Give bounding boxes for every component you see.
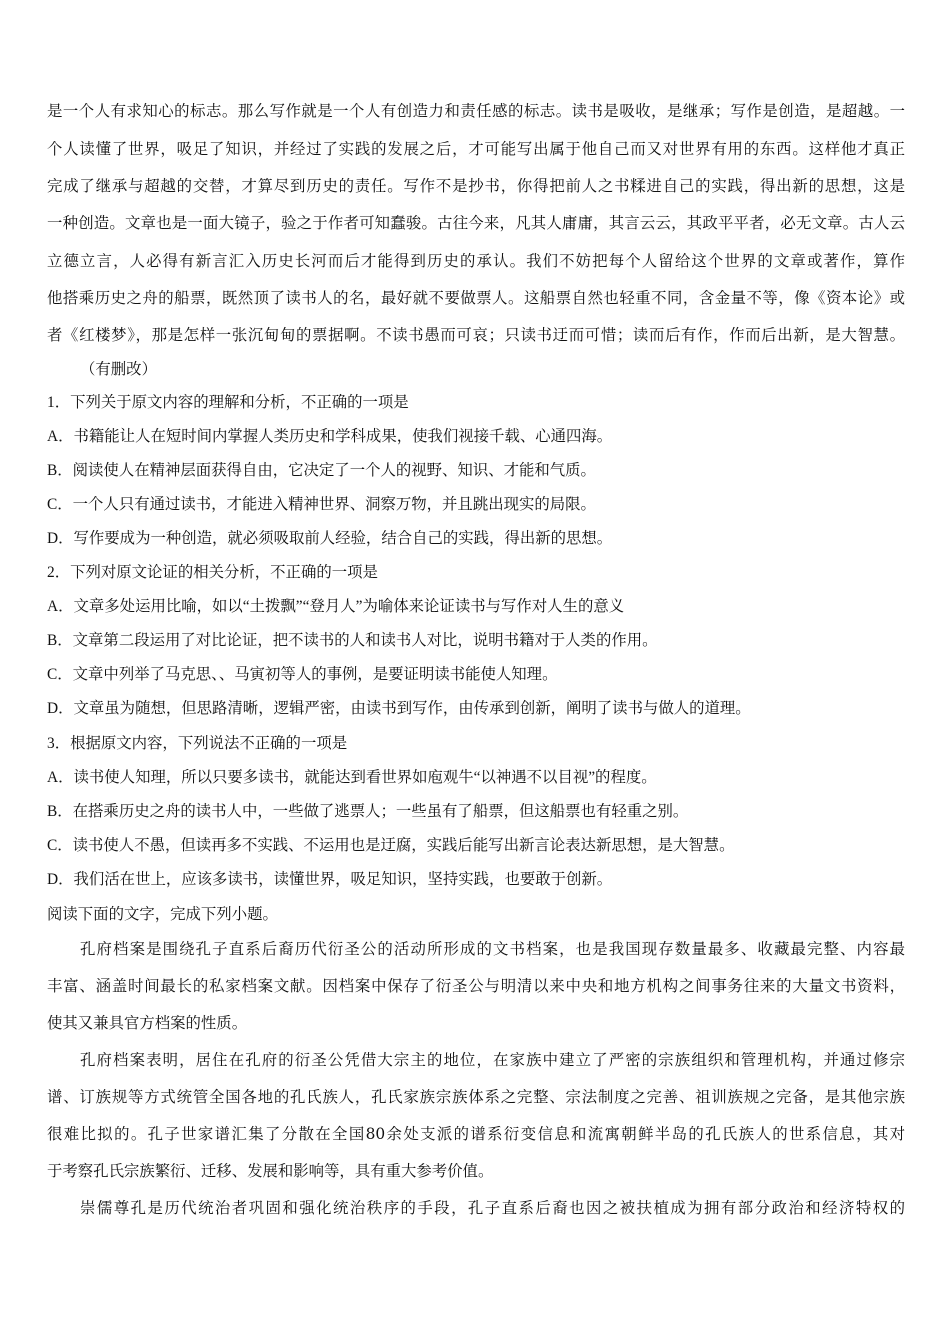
passage2-para2-line: 谱、订族规等方式统管全国各地的孔氏族人，孔氏家族宗族体系之完整、宗法制度之完善、祖训族规之完备，是其他宗族 [47,1088,905,1106]
passage2-para2-line: 很难比拟的。孔子世家谱汇集了分散在全国80余处支派的谱系衍变信息和流寓朝鲜半岛的孔氏族人的世系信息，其对 [47,1125,905,1143]
question-2-option-c: C．文章中列举了马克思、、马寅初等人的事例，是要证明读书能使人知理。 [47,666,558,683]
passage2-para1-line: 使其又兼具官方档案的性质。 [47,1014,248,1032]
passage2-para3-line: 崇儒尊孔是历代统治者巩固和强化统治秩序的手段，孔子直系后裔也因之被扶植成为拥有部分政治和经济特权的 [80,1199,905,1217]
question-1-option-c: C．一个人只有通过读书，才能进入精神世界、洞察万物，并且跳出现实的局限。 [47,496,596,513]
passage2-para1-line: 孔府档案是围绕孔子直系后裔历代衍圣公的活动所形成的文书档案，也是我国现存数量最多、收藏最完整、内容最 [80,940,905,958]
question-1-option-d: D．写作要成为一种创造，就必须吸取前人经验，结合自己的实践，得出新的思想。 [47,530,613,547]
source-note: （有删改） [80,360,157,378]
question-2-option-a: A．文章多处运用比喻，如以“土拨飘”“登月人”为喻体来论证读书与写作对人生的意义 [47,598,625,615]
reading-instruction: 阅读下面的文字，完成下列小题。 [47,906,278,923]
passage1-line: 个人读懂了世界，吸足了知识，并经过了实践的发展之后，才可能写出属于他自己而又对世界有用的东西。这样他才真正 [47,140,905,158]
passage1-line: 完成了继承与超越的交替，才算尽到历史的责任。写作不是抄书，你得把前人之书糅进自己的实践，得出新的思想，这是 [47,177,905,195]
question-3-option-a: A．读书使人知理，所以只要多读书，就能达到看世界如庖观牛“以神遇不以目视”的程度。 [47,769,657,786]
passage1-line: 一种创造。文章也是一面大镜子，验之于作者可知蠢骏。古往今来，凡其人庸庸，其言云云，其政平平者，必无文章。古人云 [47,214,905,232]
passage1-line: 他搭乘历史之舟的船票，既然顶了读书人的名，最好就不要做票人。这船票自然也轻重不同，含金量不等，像《资本论》或 [47,289,905,307]
question-3-option-b: B．在搭乘历史之舟的读书人中，一些做了逃票人；一些虽有了船票，但这船票也有轻重之别。 [47,803,689,820]
passage1-line: 是一个人有求知心的标志。那么写作就是一个人有创造力和责任感的标志。读书是吸收，是继承；写作是创造，是超越。一 [47,102,905,120]
question-1-option-b: B．阅读使人在精神层面获得自由，它决定了一个人的视野、知识、才能和气质。 [47,462,596,479]
passage2-para1-line: 丰富、涵盖时间最长的私家档案文献。因档案中保存了衍圣公与明清以来中央和地方机构之间事务往来的大量文书资料， [47,977,905,995]
passage1-line: 者《红楼梦》，那是怎样一张沉甸甸的票据啊。不读书愚而可哀；只读书迂而可惜；读而后有作，作而后出新，是大智慧。 [47,326,905,344]
question-3-stem: 3．根据原文内容，下列说法不正确的一项是 [47,735,348,752]
question-3-option-d: D．我们活在世上，应该多读书，读懂世界，吸足知识，坚持实践，也要敢于创新。 [47,871,613,888]
passage1-line: 立德立言，人必得有新言汇入历史长河而后才能得到历史的承认。我们不妨把每个人留给这个世界的文章或著作，算作 [47,252,905,270]
question-2-stem: 2．下列对原文论证的相关分析，不正确的一项是 [47,564,378,581]
question-2-option-b: B．文章第二段运用了对比论证，把不读书的人和读书人对比，说明书籍对于人类的作用。 [47,632,658,649]
question-1-option-a: A．书籍能让人在短时间内掌握人类历史和学科成果，使我们视接千载、心通四海。 [47,428,613,445]
passage2-para2-line: 孔府档案表明，居住在孔府的衍圣公凭借大宗主的地位，在家族中建立了严密的宗族组织和管理机构，并通过修宗 [80,1051,905,1069]
question-1-stem: 1．下列关于原文内容的理解和分析，不正确的一项是 [47,394,409,411]
question-2-option-d: D．文章虽为随想，但思路清晰，逻辑严密，由读书到写作，由传承到创新，阐明了读书与做人的道理。 [47,700,751,717]
question-3-option-c: C．读书使人不愚，但读再多不实践、不运用也是迂腐，实践后能写出新言论表达新思想，是大智慧。 [47,837,735,854]
passage2-para2-line: 于考察孔氏宗族繁衍、迁移、发展和影响等，具有重大参考价值。 [47,1162,494,1180]
